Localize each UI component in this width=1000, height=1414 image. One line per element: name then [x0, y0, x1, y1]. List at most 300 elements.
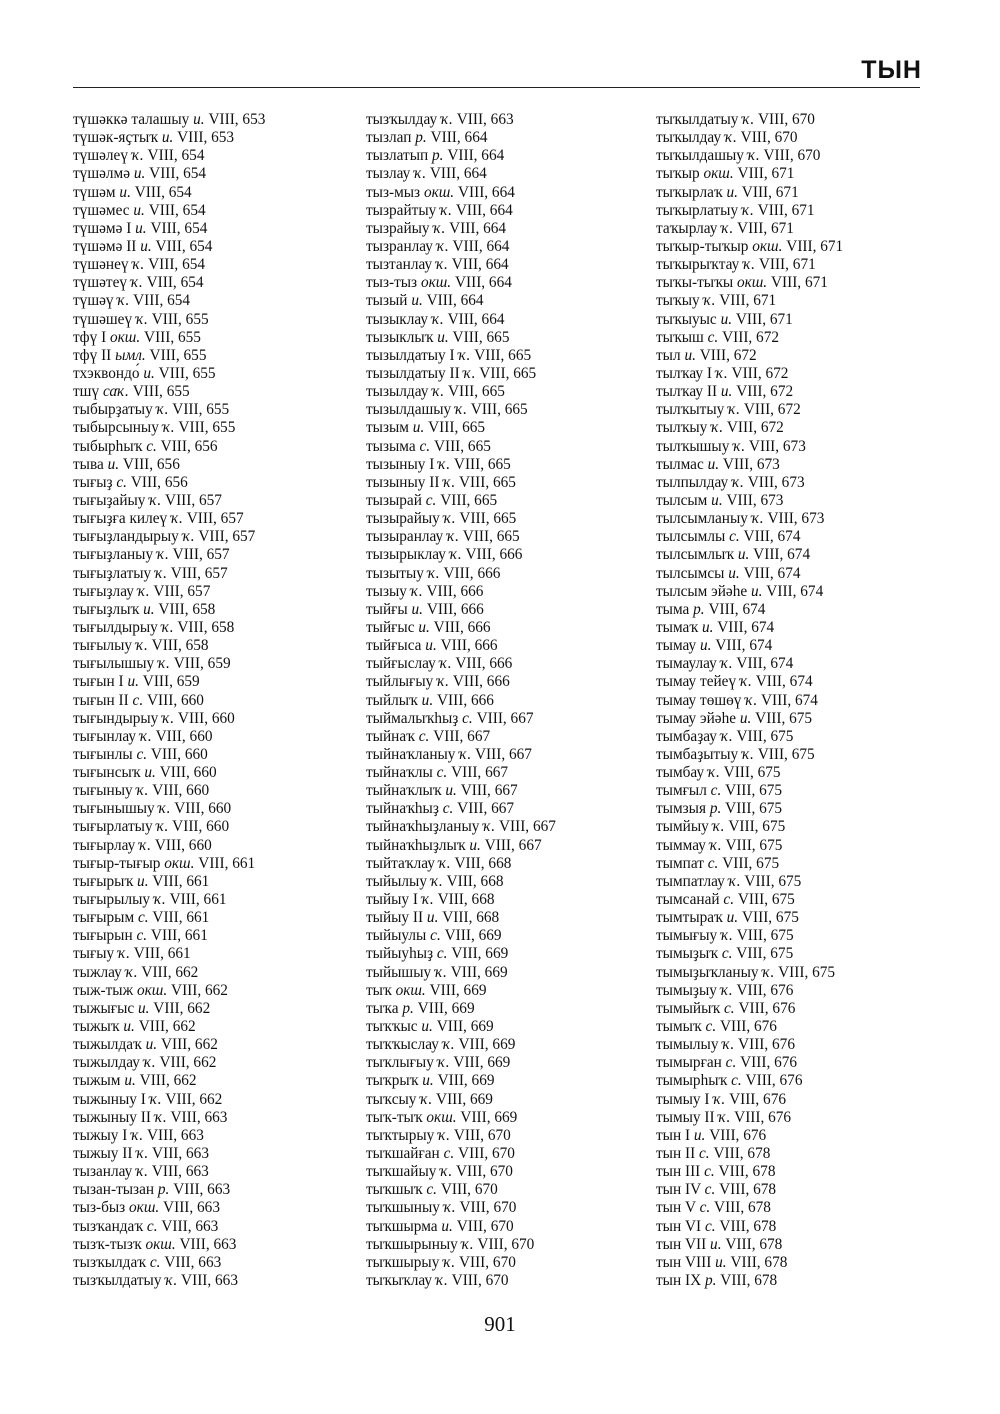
- entry-word: тыҡырлатыу: [656, 201, 739, 219]
- entry-word: тызҡылдатыу: [73, 1272, 162, 1289]
- entry-word: тығынышыу: [73, 800, 155, 818]
- index-entry: [656, 1145, 843, 1163]
- entry-reference: VIII, 664: [430, 129, 488, 147]
- index-entry: [656, 565, 843, 583]
- entry-reference: VIII, 671: [757, 201, 815, 219]
- entry-word: тызлатып: [366, 147, 429, 165]
- entry-pos: ҡ.: [741, 745, 754, 763]
- entry-word: тығыҙландырыу: [73, 528, 179, 546]
- index-entry: [73, 419, 265, 437]
- index-entry: [366, 184, 556, 202]
- entry-reference: VIII, 673: [726, 491, 784, 509]
- entry-word: тызырыклау: [366, 546, 446, 564]
- index-entry: [366, 601, 556, 619]
- index-entry: [656, 528, 843, 546]
- index-entry: [656, 873, 843, 891]
- entry-pos: р.: [402, 999, 414, 1017]
- entry-pos: с.: [442, 800, 454, 818]
- entry-word: тығыныу: [73, 782, 133, 800]
- entry-word: тымыҙыҡ: [656, 945, 719, 963]
- index-entry: [656, 329, 843, 347]
- index-entry: [366, 401, 556, 419]
- entry-word: тымпат: [656, 854, 704, 872]
- entry-word: тхэквондо́: [73, 364, 140, 382]
- entry-reference: VIII, 675: [741, 909, 799, 927]
- entry-pos: с.: [149, 1253, 161, 1271]
- index-entry: [73, 800, 265, 818]
- entry-word: тымылыу: [656, 1036, 719, 1054]
- entry-word: тылҡытыу: [656, 401, 725, 419]
- entry-word: тығылдырыу: [73, 618, 158, 636]
- index-entry: [73, 583, 265, 601]
- index-entry: [73, 782, 265, 800]
- index-entry: [656, 147, 843, 165]
- entry-reference: VIII, 663: [161, 1217, 219, 1235]
- entry-pos: окш.: [164, 854, 195, 872]
- entry-reference: VIII, 654: [148, 201, 206, 219]
- entry-pos: и.: [750, 582, 763, 600]
- index-entry: [366, 274, 556, 292]
- entry-word: тығыу: [73, 945, 115, 963]
- entry-word: тыжлау: [73, 963, 122, 981]
- entry-reference: VIII, 658: [158, 600, 216, 618]
- entry-word: тылҡау I: [656, 364, 712, 382]
- entry-pos: и.: [711, 491, 723, 509]
- entry-pos: ҡ.: [720, 655, 733, 673]
- entry-word: түшәк-яҫтыҡ: [73, 129, 158, 147]
- entry-pos: ҡ.: [170, 510, 183, 528]
- entry-reference: VIII, 675: [736, 727, 794, 745]
- entry-reference: VIII, 654: [146, 274, 204, 292]
- entry-reference: VIII, 670: [455, 1163, 513, 1181]
- entry-reference: VIII, 659: [173, 655, 231, 673]
- entry-word: тымығыу: [656, 927, 718, 945]
- entry-reference: VIII, 657: [153, 582, 211, 600]
- entry-word: тымыу II: [656, 1108, 715, 1126]
- entry-pos: и.: [412, 419, 425, 437]
- index-entry: [366, 619, 556, 637]
- index-entry: [656, 837, 843, 855]
- entry-word: тызым: [366, 419, 409, 437]
- index-entry: [73, 510, 265, 528]
- index-entry: [73, 1199, 265, 1217]
- index-entry: [366, 637, 556, 655]
- entry-pos: ҡ.: [461, 1235, 474, 1253]
- entry-word: тыҡылдау: [656, 129, 722, 147]
- entry-word: тызҡ-тызҡ: [73, 1235, 142, 1253]
- entry-pos: ҡ.: [731, 473, 744, 491]
- entry-pos: и.: [411, 292, 423, 310]
- index-entry: [656, 165, 843, 183]
- entry-pos: и.: [123, 1018, 135, 1036]
- entry-reference: VIII, 669: [429, 981, 487, 999]
- index-entry: [656, 1018, 843, 1036]
- entry-word: түшәтеү: [73, 274, 128, 292]
- index-entry: [366, 1091, 556, 1109]
- index-entry: [73, 383, 265, 401]
- entry-reference: VIII, 667: [457, 800, 515, 818]
- entry-reference: VIII, 665: [453, 455, 511, 473]
- index-entry: [656, 692, 843, 710]
- entry-reference: VIII, 678: [714, 1199, 771, 1217]
- entry-word: тыҡ-тыҡ: [366, 1108, 423, 1126]
- index-entry: [656, 746, 843, 764]
- entry-reference: VIII, 676: [719, 1018, 777, 1036]
- index-entry: [366, 329, 556, 347]
- entry-pos: ҡ.: [149, 1090, 162, 1108]
- entry-reference: VIII, 673: [747, 473, 805, 491]
- entry-reference: VIII, 670: [456, 1217, 514, 1235]
- index-entry: [656, 1181, 843, 1199]
- entry-pos: ҡ.: [162, 709, 175, 727]
- entry-reference: VIII, 670: [440, 1181, 498, 1199]
- entry-reference: VIII, 669: [436, 1090, 493, 1108]
- index-entry: [656, 419, 843, 437]
- entry-reference: VIII, 674: [761, 691, 818, 709]
- entry-word: тыжылдау: [73, 1054, 140, 1072]
- entry-reference: VIII, 670: [451, 1272, 509, 1289]
- entry-word: тыҡы-тыҡы: [656, 274, 734, 292]
- entry-reference: VIII, 663: [151, 1163, 209, 1181]
- entry-word: тыҡҡыс: [366, 1018, 418, 1036]
- entry-pos: с.: [707, 854, 719, 872]
- entry-pos: и.: [137, 872, 149, 890]
- index-entry: [366, 1072, 556, 1090]
- entry-reference: VIII, 661: [152, 909, 210, 927]
- index-entry: [73, 927, 265, 945]
- entry-reference: VIII, 669: [450, 963, 508, 981]
- entry-word: түшәмес: [73, 201, 130, 219]
- entry-reference: VIII, 675: [725, 782, 783, 800]
- entry-word: тыж-тыж: [73, 981, 134, 999]
- entry-reference: VIII, 676: [738, 999, 796, 1017]
- entry-word: тызый: [366, 292, 408, 310]
- entry-word: тыжыныу II: [73, 1108, 151, 1126]
- entry-reference: VIII, 674: [717, 618, 775, 636]
- index-entry: [366, 474, 556, 492]
- index-entry: [656, 129, 843, 147]
- index-entry: [73, 673, 265, 691]
- entry-pos: р.: [693, 600, 705, 618]
- entry-reference: VIII, 657: [165, 491, 222, 509]
- index-entry: [73, 292, 265, 310]
- entry-word: тығырлау: [73, 836, 136, 854]
- index-entry: [656, 292, 843, 310]
- entry-reference: VIII, 675: [723, 764, 781, 782]
- entry-reference: VIII, 654: [133, 292, 191, 310]
- index-entry: [73, 1236, 265, 1254]
- entry-word: тыҡырыҡтау: [656, 256, 740, 274]
- entry-reference: VIII, 664: [452, 237, 510, 255]
- entry-word: тыҡшайған: [366, 1145, 440, 1163]
- index-entry: [366, 673, 556, 691]
- entry-word: тыжым: [73, 1072, 121, 1090]
- entry-word: тыҡыу: [656, 292, 700, 310]
- entry-reference: VIII, 669: [417, 999, 475, 1017]
- entry-word: тыйлыҡ: [366, 691, 418, 709]
- entry-word: тыйғыслау: [366, 655, 436, 673]
- entry-word: тылҡышыу: [656, 437, 730, 455]
- entry-reference: VIII, 668: [446, 872, 504, 890]
- entry-pos: с.: [723, 891, 735, 909]
- index-column-1: [73, 111, 265, 1290]
- index-entry: [656, 1091, 843, 1109]
- entry-pos: ҡ.: [709, 836, 722, 854]
- entry-pos: и.: [133, 165, 146, 183]
- entry-word: тылҡау II: [656, 383, 718, 401]
- entry-word: тыз-мыз: [366, 183, 421, 201]
- entry-pos: ҡ.: [437, 1054, 450, 1072]
- entry-pos: ҡ.: [135, 310, 148, 328]
- entry-reference: VIII, 671: [719, 292, 777, 310]
- entry-pos: и.: [715, 1253, 727, 1271]
- entry-pos: ҡ.: [459, 745, 472, 763]
- entry-word: тығылышыу: [73, 655, 155, 673]
- index-entry: [366, 1236, 556, 1254]
- entry-reference: VIII, 669: [451, 945, 509, 963]
- entry-pos: с.: [137, 909, 149, 927]
- entry-pos: и.: [140, 237, 152, 255]
- entry-pos: с.: [704, 1217, 716, 1235]
- index-entry: [73, 274, 265, 292]
- entry-word: тыҡшыҡ: [366, 1181, 423, 1199]
- entry-reference: VIII, 654: [155, 237, 213, 255]
- entry-reference: VIII, 659: [142, 673, 200, 691]
- index-entry: [366, 583, 556, 601]
- entry-reference: VIII, 665: [479, 364, 537, 382]
- entry-reference: VIII, 666: [436, 691, 494, 709]
- entry-reference: VIII, 674: [743, 564, 801, 582]
- entry-word: тызылдау: [366, 383, 429, 401]
- entry-word: тыймалыҡһыҙ: [366, 709, 459, 727]
- index-entry: [656, 673, 843, 691]
- entry-reference: VIII, 661: [150, 927, 208, 945]
- entry-reference: VIII, 666: [465, 546, 523, 564]
- entry-word: тыйғыса: [366, 637, 422, 655]
- entry-reference: VIII, 674: [736, 655, 794, 673]
- entry-reference: VIII, 660: [152, 782, 210, 800]
- entry-reference: VIII, 666: [455, 655, 513, 673]
- entry-reference: VIII, 675: [725, 836, 783, 854]
- entry-reference: VIII, 671: [737, 165, 795, 183]
- entry-reference: VIII, 665: [470, 401, 528, 419]
- entry-pos: и.: [710, 1235, 722, 1253]
- entry-pos: с.: [707, 328, 719, 346]
- entry-word: тыҡыр-тыҡыр: [656, 237, 749, 255]
- entry-pos: ҡ.: [722, 1036, 735, 1054]
- entry-pos: с.: [132, 691, 144, 709]
- index-entry: [656, 510, 843, 528]
- entry-reference: VIII, 657: [186, 510, 244, 528]
- entry-pos: ҡ.: [728, 872, 741, 890]
- index-entry: [656, 728, 843, 746]
- entry-reference: VIII, 675: [722, 854, 780, 872]
- index-entry: [366, 800, 556, 818]
- entry-pos: р.: [709, 800, 722, 818]
- entry-pos: ҡ.: [431, 310, 444, 328]
- entry-reference: VIII, 672: [726, 419, 784, 437]
- entry-word: тымау төшөү: [656, 691, 742, 709]
- index-entry: [656, 311, 843, 329]
- entry-reference: VIII, 664: [449, 219, 507, 237]
- entry-pos: ымл.: [115, 346, 146, 364]
- entry-word: тымау тейеү: [656, 673, 737, 691]
- index-entry: [73, 764, 265, 782]
- entry-word: тызҡылдаҡ: [73, 1253, 147, 1271]
- index-entry: [73, 438, 265, 456]
- entry-word: тымау: [656, 637, 697, 655]
- entry-reference: VIII, 678: [719, 1217, 777, 1235]
- index-entry: [73, 710, 265, 728]
- index-entry: [73, 1163, 265, 1181]
- index-entry: [73, 619, 265, 637]
- entry-pos: ҡ.: [438, 455, 451, 473]
- entry-reference: VIII, 675: [736, 945, 794, 963]
- entry-reference: VIII, 676: [745, 1072, 803, 1090]
- index-entry: [73, 528, 265, 546]
- entry-pos: ҡ.: [421, 891, 434, 909]
- entry-reference: VIII, 660: [150, 745, 208, 763]
- entry-word: таҡырлау: [656, 219, 718, 237]
- entry-pos: ҡ.: [483, 818, 496, 836]
- entry-reference: VIII, 674: [743, 528, 801, 546]
- entry-reference: VIII, 661: [169, 891, 227, 909]
- entry-word: тыйылыу: [366, 872, 427, 890]
- entry-pos: с.: [721, 945, 733, 963]
- entry-reference: VIII, 675: [736, 927, 794, 945]
- entry-pos: ҡ.: [440, 111, 453, 128]
- entry-word: тыйнаҡһыҙлыҡ: [366, 836, 466, 854]
- entry-pos: окш.: [736, 274, 768, 292]
- entry-word: тыл: [656, 346, 681, 364]
- entry-pos: ҡ.: [118, 945, 130, 963]
- entry-pos: ҡ.: [724, 129, 737, 147]
- entry-word: тызыма: [366, 437, 416, 455]
- entry-pos: с.: [425, 491, 437, 509]
- entry-pos: с.: [146, 437, 157, 455]
- index-entry: [73, 165, 265, 183]
- index-entry: [656, 1218, 843, 1236]
- entry-reference: VIII, 656: [130, 473, 188, 491]
- entry-pos: окш.: [110, 328, 141, 346]
- entry-pos: с.: [710, 782, 722, 800]
- entry-pos: и.: [133, 201, 145, 219]
- entry-word: тызанлау: [73, 1163, 133, 1181]
- index-entry: [366, 782, 556, 800]
- entry-pos: и.: [107, 455, 120, 473]
- entry-pos: с.: [136, 745, 148, 763]
- entry-pos: р.: [157, 1181, 170, 1199]
- entry-word: тығынлау: [73, 727, 136, 745]
- entry-word: тылсымсы: [656, 564, 725, 582]
- index-entry: [366, 746, 556, 764]
- entry-word: тығырлатыу: [73, 818, 153, 836]
- index-entry: [73, 147, 265, 165]
- entry-pos: и.: [720, 310, 733, 328]
- entry-pos: ҡ.: [162, 419, 175, 437]
- index-entry: [366, 456, 556, 474]
- entry-reference: VIII, 656: [122, 455, 180, 473]
- entry-reference: VIII, 654: [150, 219, 208, 237]
- index-entry: [73, 401, 265, 419]
- index-entry: [366, 964, 556, 982]
- entry-pos: ҡ.: [149, 491, 162, 509]
- entry-pos: ҡ.: [711, 419, 724, 437]
- entry-reference: VIII, 670: [459, 1199, 517, 1217]
- entry-word: тыҡшырыныу: [366, 1235, 458, 1253]
- entry-reference: VIII, 666: [426, 600, 484, 618]
- entry-pos: с.: [436, 945, 448, 963]
- entry-word: тызыклау: [366, 310, 429, 328]
- page-number: 901: [484, 1312, 516, 1336]
- entry-reference: VIII, 660: [177, 709, 235, 727]
- index-entry: [73, 982, 265, 1000]
- entry-pos: ҡ.: [443, 510, 456, 528]
- entry-reference: VIII, 662: [171, 981, 228, 999]
- entry-pos: ҡ.: [747, 147, 760, 165]
- entry-pos: ҡ.: [154, 1108, 167, 1126]
- index-entry: [366, 1036, 556, 1054]
- entry-word: түшәккә талашыу: [73, 111, 190, 128]
- entry-word: тызылдашыу: [366, 401, 452, 419]
- entry-pos: ҡ.: [707, 764, 720, 782]
- entry-word: тығыҙланыу: [73, 546, 154, 564]
- entry-pos: ҡ.: [728, 401, 740, 419]
- entry-pos: ҡ.: [435, 1272, 448, 1289]
- entry-word: тыйнаҡлыҡ: [366, 782, 442, 800]
- index-entry: [366, 855, 556, 873]
- entry-pos: и.: [720, 383, 733, 401]
- entry-reference: VIII, 664: [451, 256, 509, 274]
- entry-word: тығырын: [73, 927, 133, 945]
- entry-word: тымыу I: [656, 1090, 710, 1108]
- index-entry: [366, 129, 556, 147]
- entry-word: тызыныу I: [366, 455, 435, 473]
- entry-word: түшәм: [73, 183, 116, 201]
- entry-reference: VIII, 678: [730, 1253, 788, 1271]
- index-entry: [656, 256, 843, 274]
- index-entry: [656, 1072, 843, 1090]
- entry-pos: ҡ.: [132, 256, 145, 274]
- entry-reference: VIII, 662: [165, 1090, 223, 1108]
- index-entry: [73, 891, 265, 909]
- entry-reference: VIII, 664: [426, 292, 484, 310]
- entry-pos: и.: [728, 564, 740, 582]
- index-entry: [73, 565, 265, 583]
- entry-pos: ҡ.: [131, 147, 144, 165]
- entry-word: тызан-тызан: [73, 1181, 155, 1199]
- index-entry: [366, 1272, 556, 1290]
- entry-word: тыйыу I: [366, 891, 418, 909]
- entry-reference: VIII, 660: [159, 764, 217, 782]
- entry-word: тын IX: [656, 1272, 702, 1289]
- entry-reference: VIII, 674: [755, 673, 813, 691]
- entry-pos: с.: [430, 927, 441, 945]
- index-entry: [656, 818, 843, 836]
- entry-word: тымзыя: [656, 800, 706, 818]
- entry-reference: VIII, 653: [208, 111, 266, 128]
- entry-reference: VIII, 660: [154, 836, 212, 854]
- index-entry: [656, 782, 843, 800]
- entry-pos: с.: [136, 927, 148, 945]
- entry-pos: ҡ.: [157, 655, 170, 673]
- index-entry: [73, 1091, 265, 1109]
- entry-word: түшәмә I: [73, 219, 132, 237]
- entry-word: тыҡыш: [656, 328, 704, 346]
- entry-word: тымыҙыҡланыу: [656, 963, 759, 981]
- index-entry: [656, 619, 843, 637]
- entry-pos: ҡ.: [135, 637, 148, 655]
